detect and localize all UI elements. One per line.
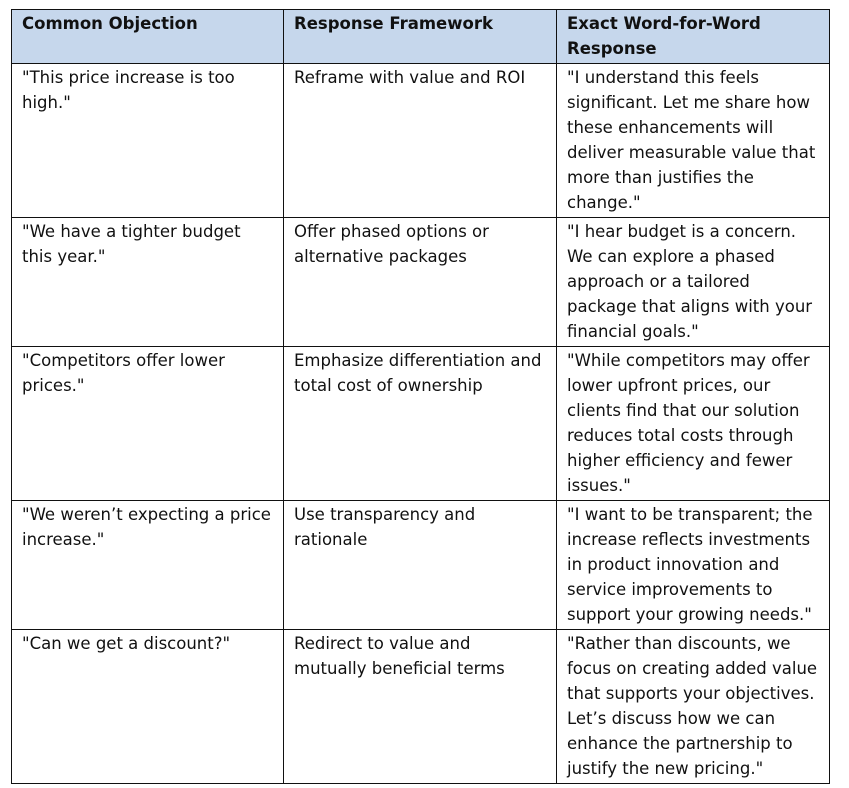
objection-cell: "Can we get a discount?" xyxy=(12,630,284,784)
header-exact-response: Exact Word-for-Word Response xyxy=(557,10,830,64)
response-cell: "I hear budget is a concern. We can explore a phased approach or a tailored package that aligns with your financial goals." xyxy=(557,218,830,347)
response-cell: "Rather than discounts, we focus on creating added value that supports your objectives. Let’s discuss how we can enhance the partnership to justify the new pricing." xyxy=(557,630,830,784)
objection-response-table xyxy=(11,9,830,784)
header-common-objection: Common Objection xyxy=(12,10,284,64)
framework-cell: Reframe with value and ROI xyxy=(284,64,557,218)
objection-cell: "We have a tighter budget this year." xyxy=(12,218,284,347)
table-row xyxy=(12,218,830,347)
objection-cell: "We weren’t expecting a price increase." xyxy=(12,501,284,630)
table-row xyxy=(12,64,830,218)
table-row xyxy=(12,347,830,501)
objection-cell: "This price increase is too high." xyxy=(12,64,284,218)
objection-cell: "Competitors offer lower prices." xyxy=(12,347,284,501)
framework-cell: Use transparency and rationale xyxy=(284,501,557,630)
response-cell: "While competitors may offer lower upfront prices, our clients find that our solution reduces total costs through higher efficiency and fewer issues." xyxy=(557,347,830,501)
framework-cell: Offer phased options or alternative packages xyxy=(284,218,557,347)
framework-cell: Redirect to value and mutually beneficial terms xyxy=(284,630,557,784)
table-row xyxy=(12,501,830,630)
response-cell: "I want to be transparent; the increase reflects investments in product innovation and service improvements to support your growing needs." xyxy=(557,501,830,630)
framework-cell: Emphasize differentiation and total cost of ownership xyxy=(284,347,557,501)
header-response-framework: Response Framework xyxy=(284,10,557,64)
table-row xyxy=(12,630,830,784)
response-cell: "I understand this feels significant. Let me share how these enhancements will deliver measurable value that more than justifies the change." xyxy=(557,64,830,218)
table-header-row xyxy=(12,10,830,64)
